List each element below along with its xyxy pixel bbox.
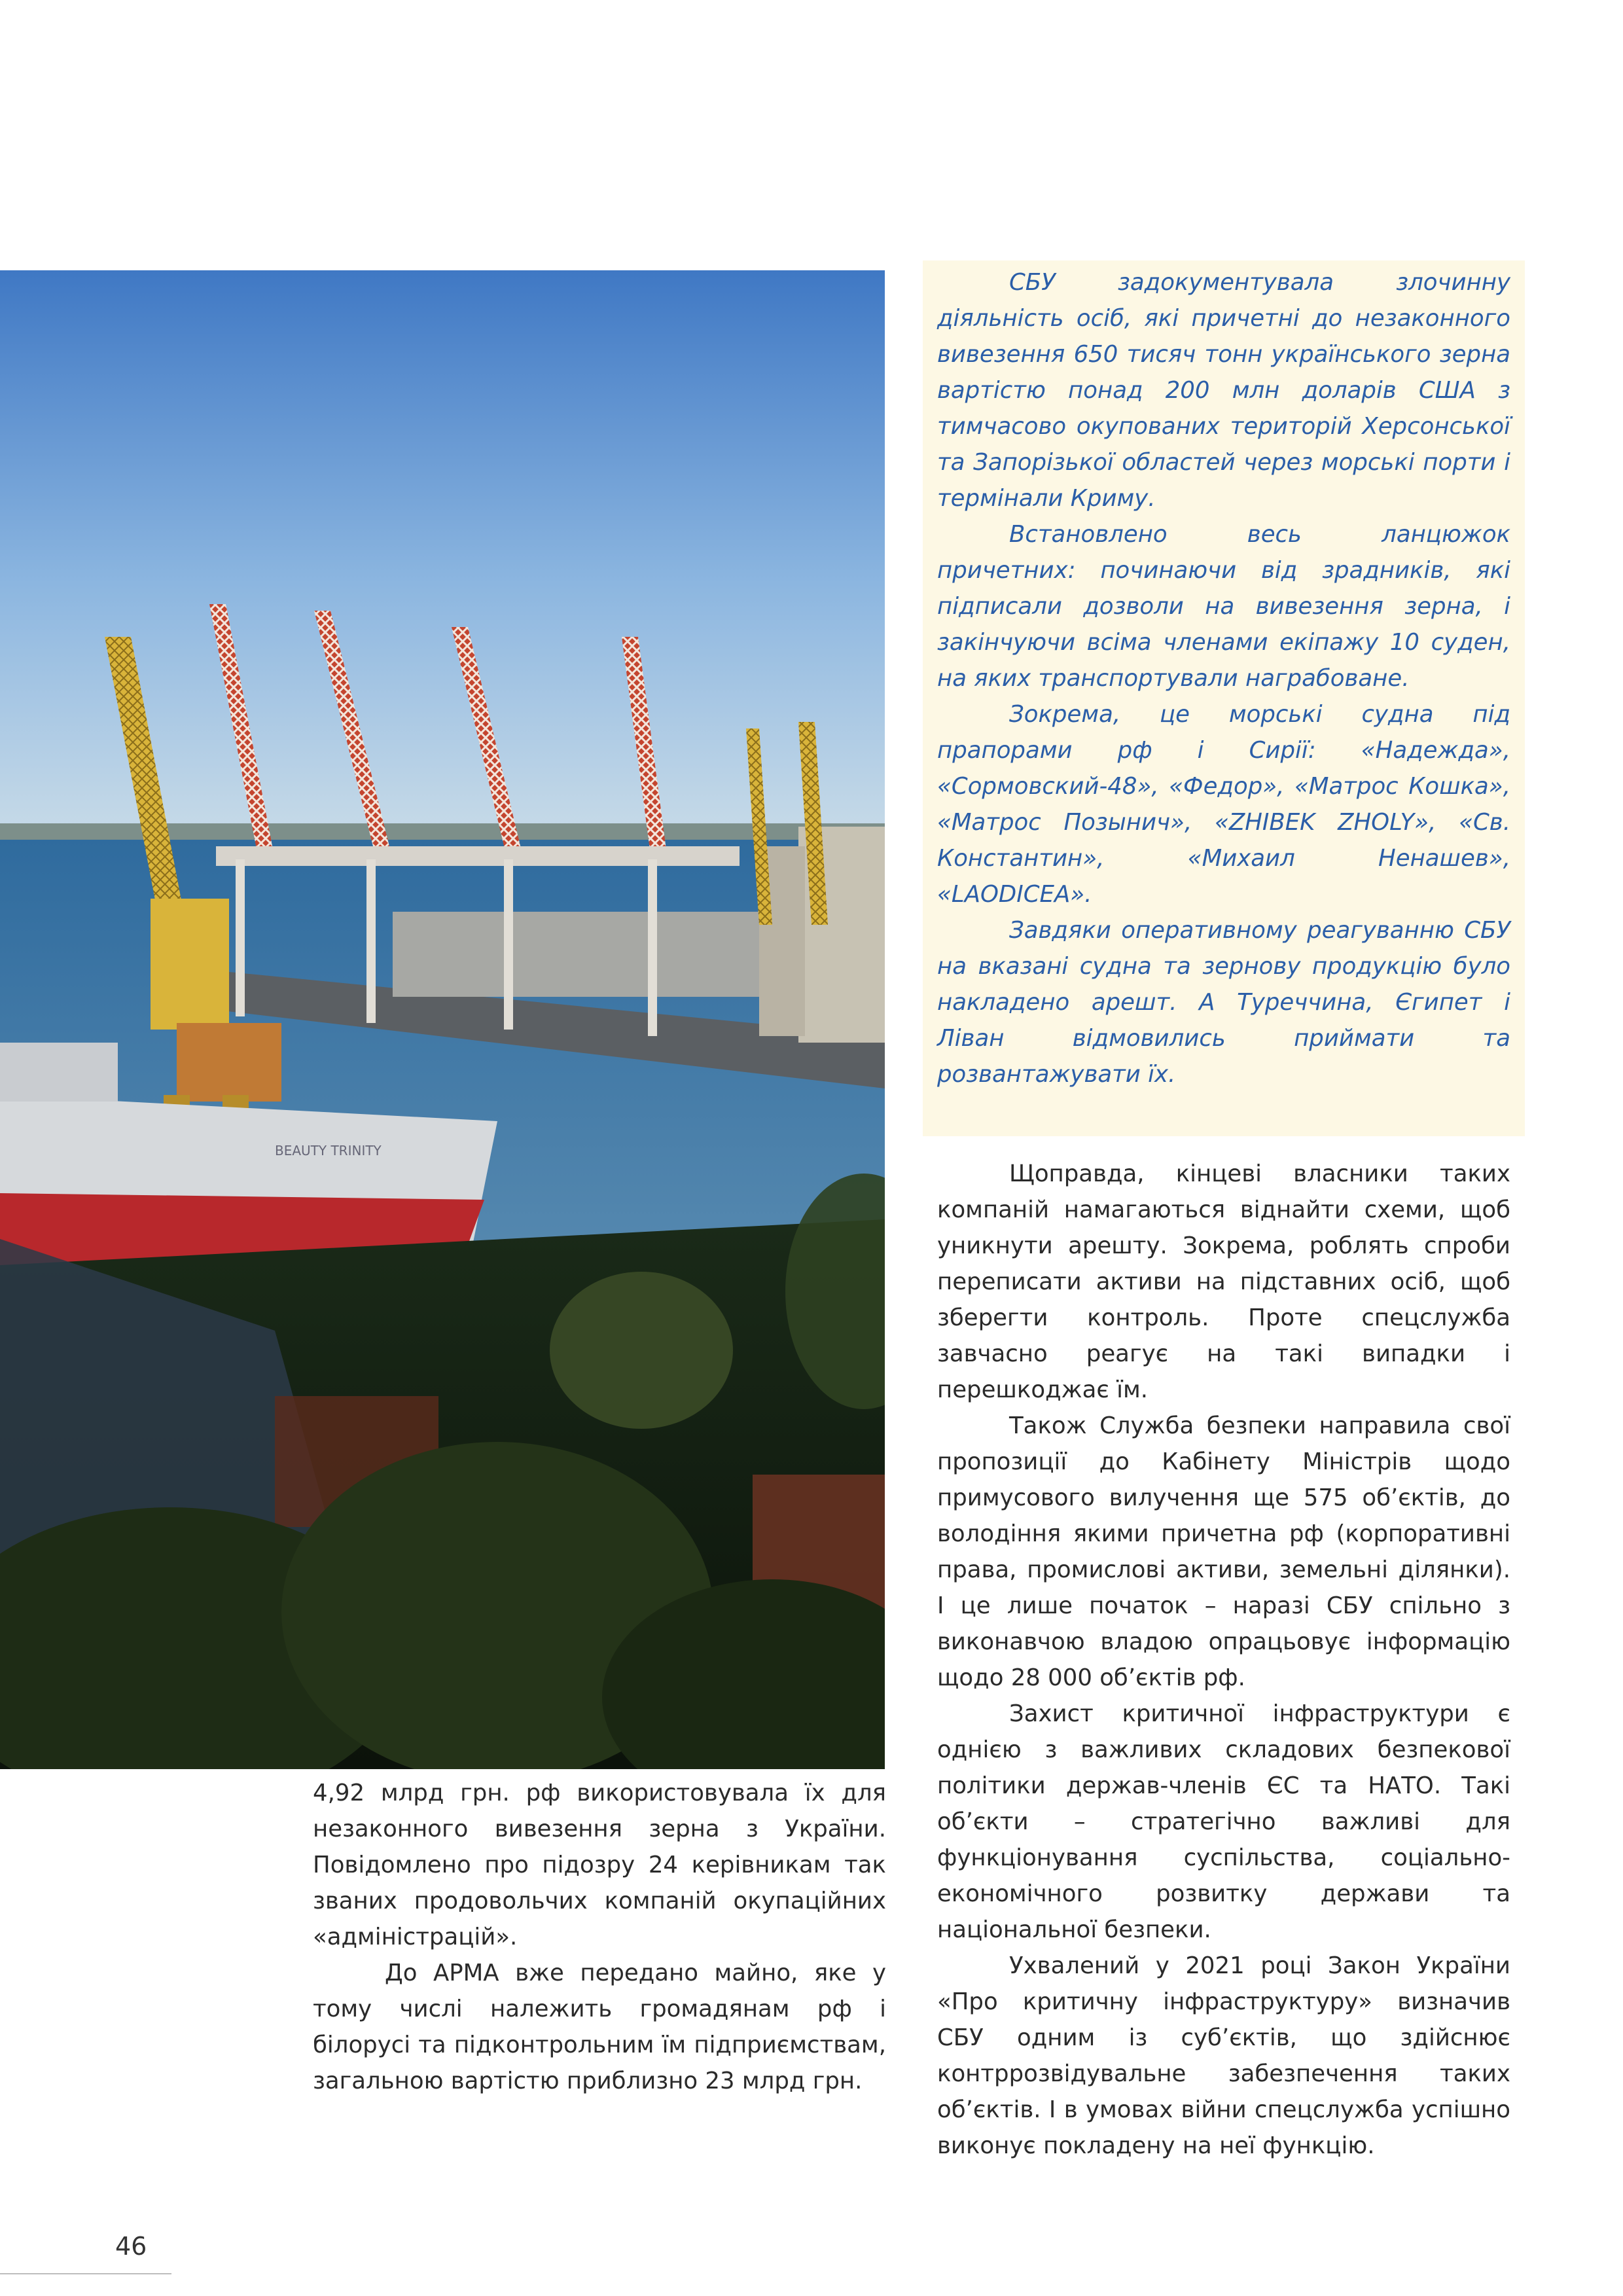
page-number: 46 (115, 2232, 147, 2261)
body-paragraph: Захист критичної інфраструктури є однією з важливих складових безпекової політики держав-членів ЄС та НАТО. Такі обʼєкти – стратегічно важливі для функціонування суспільства, соціально-економічного розвитку держави та національної безпеки. (937, 1700, 1510, 1943)
callout-paragraph: Зокрема, це морські судна під прапорами рф і Сирії: «Надежда», «Сормовский-48», «Федор», «Матрос Кошка», «Матрос Позынич», «ZHIBEK ZHOLY», «Св. Константин», «Михаил Ненашев», «LAODICEA». (937, 701, 1510, 908)
body-paragraph-continuation: 4,92 млрд грн. рф використовувала їх для незаконного вивезення зерна з України. Повідомлено про підозру 24 керівникам так званих продовольчих компаній окупаційних «адміністрацій». (313, 1780, 886, 1950)
port-photo-illustration (0, 270, 885, 1769)
left-column-text (313, 1775, 886, 2099)
body-paragraph: Також Служба безпеки направила свої пропозиції до Кабінету Міністрів щодо примусового вилучення ще 575 обʼєктів, до володіння якими причетна рф (корпоративні права, промислові активи, земельні ділянки). І це лише початок – наразі СБУ спільно з виконавчою владою опрацьовує інформацію щодо 28 000 обʼєктів рф. (937, 1412, 1510, 1691)
callout-paragraph: Завдяки оперативному реагуванню СБУ на вказані судна та зернову продукцію було накладено арешт. А Туреччина, Єгипет і Ліван відмовились приймати та розвантажувати їх. (937, 917, 1510, 1088)
body-paragraph: Ухвалений у 2021 році Закон України «Про критичну інфраструктуру» визначив СБУ одним із субʼєктів, що здійснює контррозвідувальне забезпечення таких обʼєктів. І в умовах війни спецслужба успішно виконує покладену на неї функцію. (937, 1952, 1510, 2159)
port-photo (0, 270, 885, 1769)
body-paragraph: Щоправда, кінцеві власники таких компаній намагаються віднайти схеми, щоб уникнути арешту. Зокрема, роблять спроби переписати активи на підставних осіб, щоб зберегти контроль. Проте спецслужба завчасно реагує на такі випадки і перешкоджає їм. (937, 1160, 1510, 1403)
callout-paragraph: СБУ задокументувала злочинну діяльність осіб, які причетні до незаконного вивезення 650 тисяч тонн українського зерна вартістю понад 200 млн доларів США з тимчасово окупованих територій Херсонської та Запорізької областей через морські порти і термінали Криму. (937, 269, 1510, 512)
page-number-rule (0, 2273, 171, 2274)
right-column-text (937, 1156, 1510, 2164)
ship-name: BEAUTY TRINITY (275, 1143, 382, 1158)
callout-text (937, 264, 1510, 1092)
body-paragraph: До АРМА вже передано майно, яке у тому числі належить громадянам рф і білорусі та підконтрольним їм підприємствам, загальною вартістю приблизно 23 млрд грн. (313, 1960, 886, 2094)
callout-paragraph: Встановлено весь ланцюжок причетних: починаючи від зрадників, які підписали дозволи на вивезення зерна, і закінчуючи всіма членами екіпажу 10 суден, на яких транспортували награбоване. (937, 521, 1510, 692)
